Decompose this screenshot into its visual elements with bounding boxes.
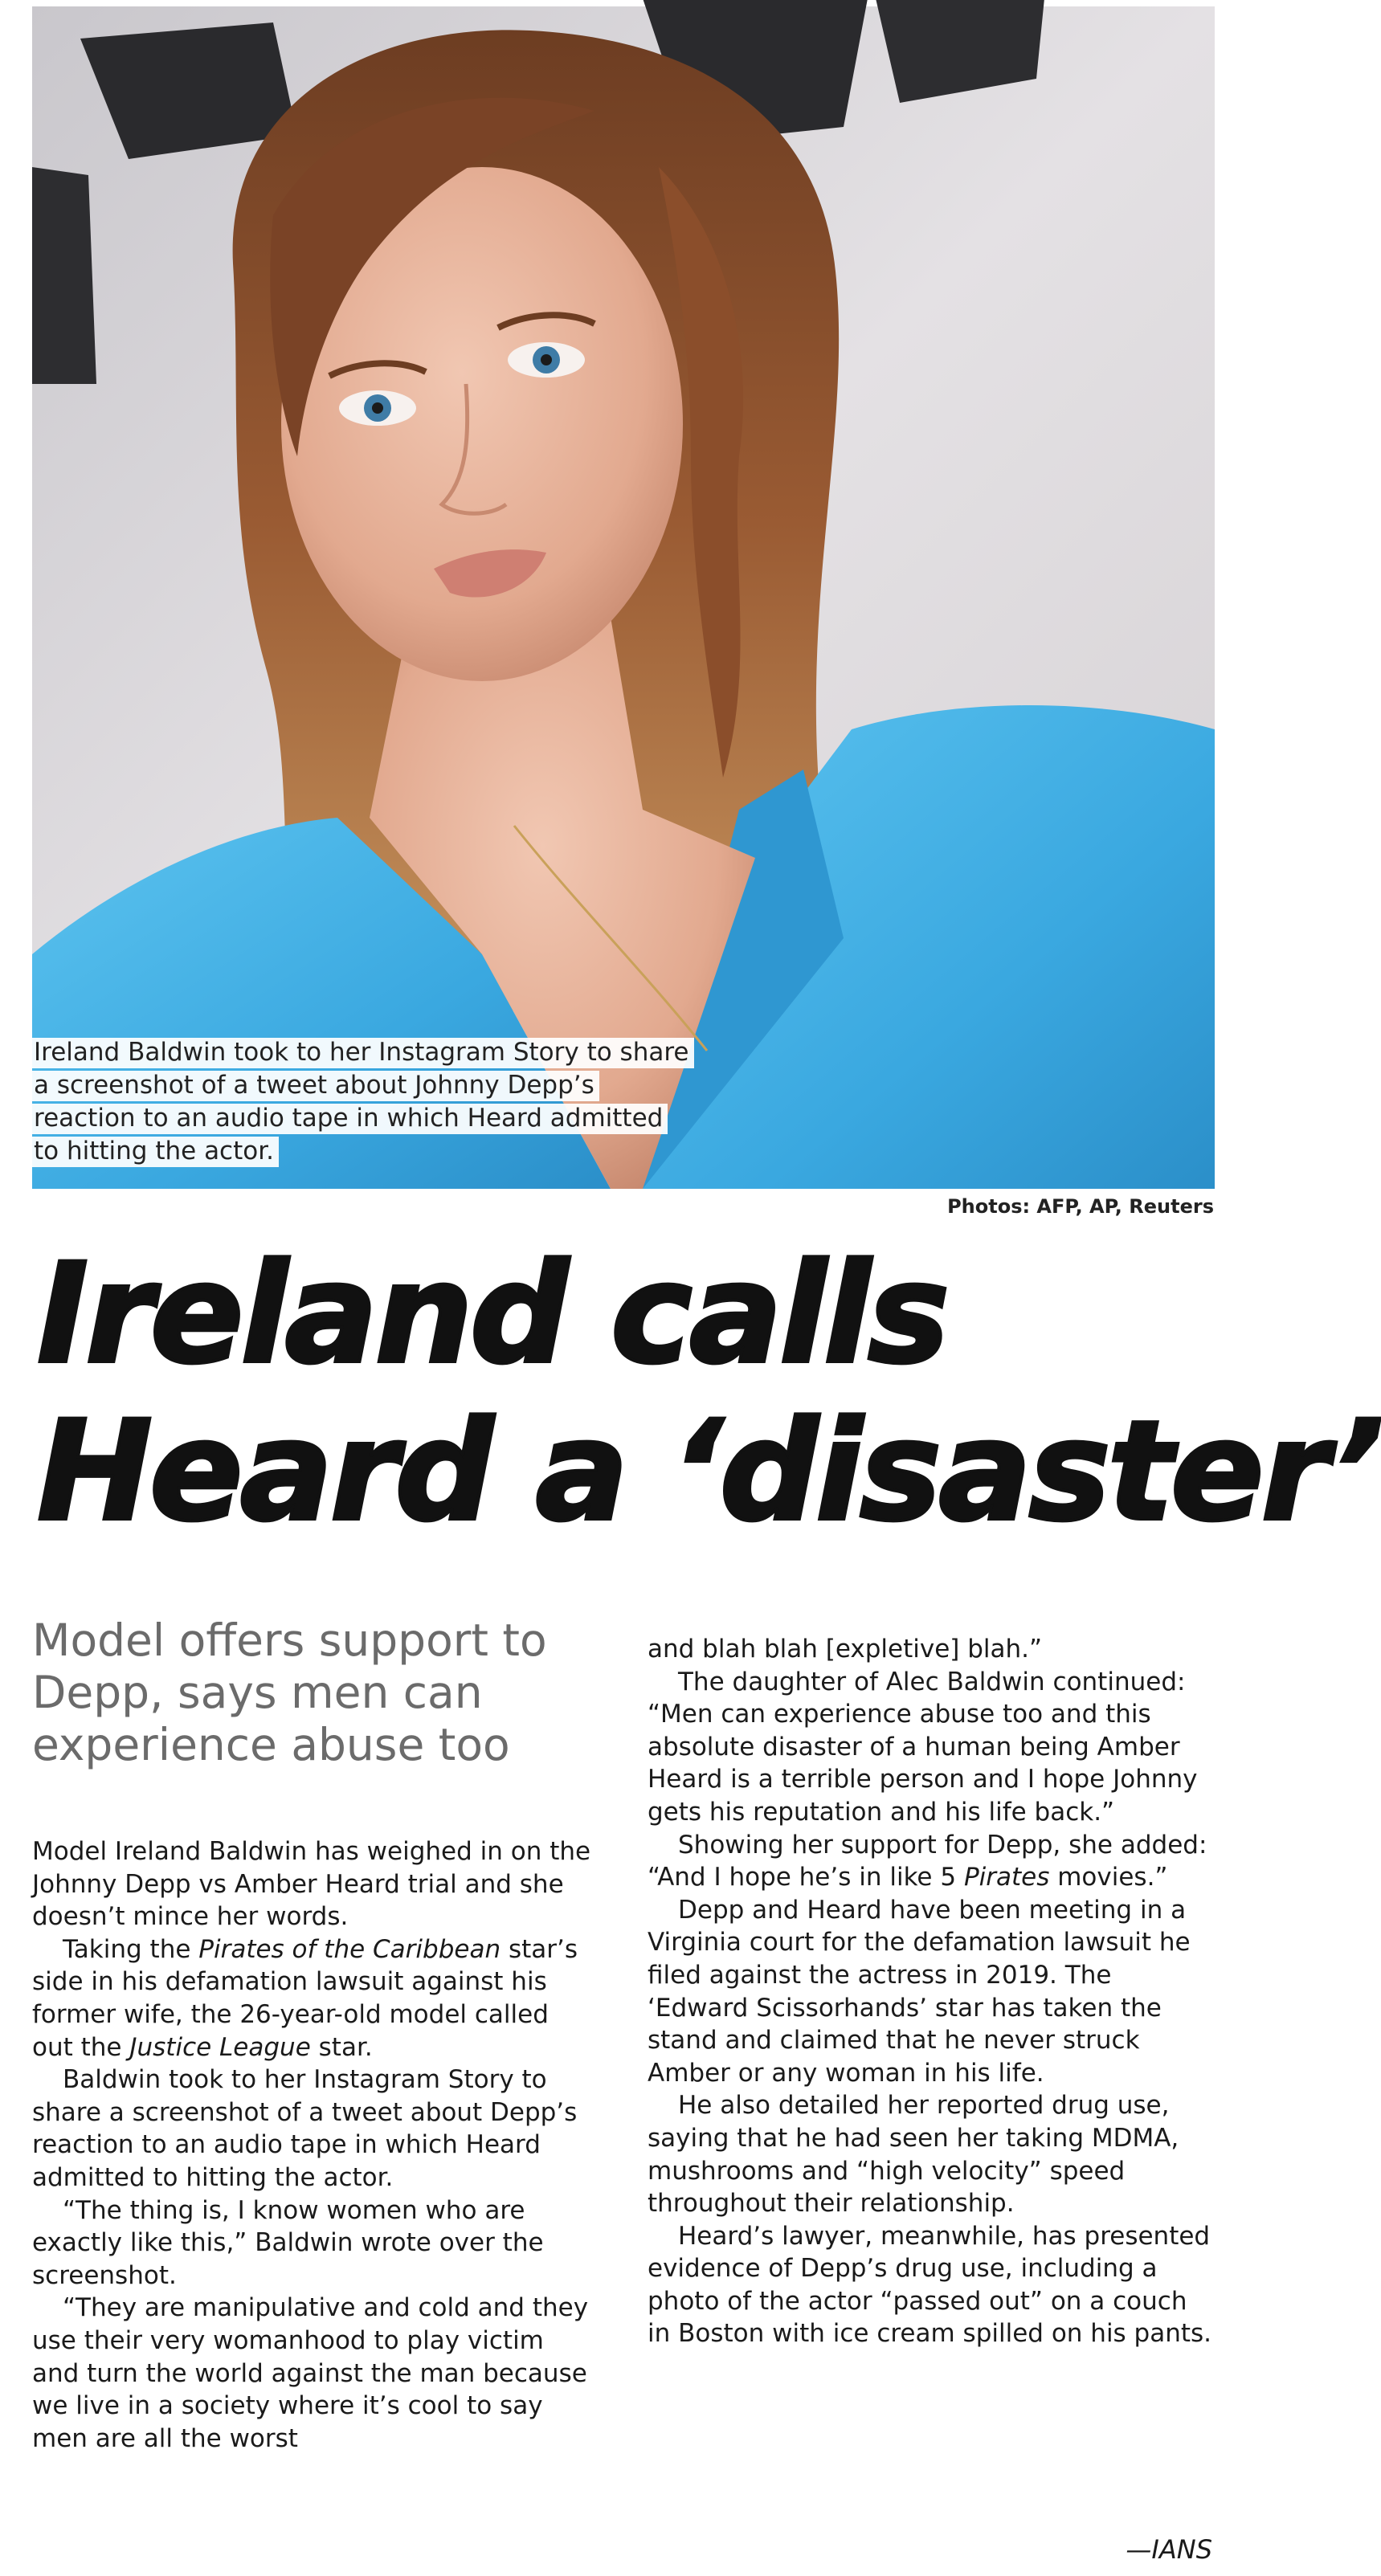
headline-line-1: Ireland calls <box>37 1233 947 1394</box>
paragraph-text: He also detailed her reported drug use, saying that he had seen her taking MDMA, mushrooms and “high velocity” speed throughout their relationship. <box>648 2091 1179 2219</box>
article-paragraph <box>648 1633 1215 1666</box>
paragraph-text: Heard’s lawyer, meanwhile, has presented evidence of Depp’s drug use, including a photo of the actor “passed out” on a couch in Boston with ice cream spilled on his pants. <box>648 2221 1212 2349</box>
paragraph-text: star. <box>310 2032 373 2062</box>
headline <box>37 1233 1381 1552</box>
photo-credit: Photos: AFP, AP, Reuters <box>947 1195 1214 1218</box>
paragraph-text: star’s side in his defamation lawsuit against his former wife, the 26-year-old model called out the <box>32 1934 578 2062</box>
paragraph-text: Showing her support for Depp, she added: “And I hope he’s in like 5 <box>648 1830 1207 1892</box>
article-paragraph <box>32 2194 594 2292</box>
paragraph-text: The daughter of Alec Baldwin continued: “Men can experience abuse too and this absolute disaster of a human being Amber Heard is a terrible person and I hope Johnny gets his reputation and his life back.” <box>648 1667 1198 1827</box>
article-photo <box>32 6 1215 1189</box>
byline: —IANS <box>1126 2534 1212 2565</box>
paragraph-text: Baldwin took to her Instagram Story to share a screenshot of a tweet about Depp’s reaction to an audio tape in which Heard admitted to hitting the actor. <box>32 2065 578 2192</box>
photo-caption <box>32 1036 691 1168</box>
article-paragraph <box>648 2089 1215 2219</box>
paragraph-text: Depp and Heard have been meeting in a Virginia court for the defamation lawsuit he filed against the actress in 2019. The ‘Edward Scissorhands’ star has taken the stand and claimed that he never struck Amber or any woman in his life. <box>648 1895 1191 2088</box>
paragraph-text: and blah blah [expletive] blah.” <box>648 1635 1043 1664</box>
article-paragraph <box>648 2220 1215 2350</box>
paragraph-text: “The thing is, I know women who are exactly like this,” Baldwin wrote over the screenshot. <box>32 2195 544 2290</box>
italic-text: Pirates <box>963 1863 1050 1892</box>
article-column-left <box>32 1835 594 2455</box>
article-paragraph <box>648 1829 1215 1894</box>
photo-caption-text: Ireland Baldwin took to her Instagram Story to share a screenshot of a tweet about Johnny Depp’s reaction to an audio tape in which Heard admitted to hitting the actor. <box>32 1038 694 1167</box>
article-paragraph <box>32 1835 594 1933</box>
article-paragraph <box>32 1933 594 2064</box>
article-paragraph <box>32 2064 594 2194</box>
paragraph-text: movies.” <box>1049 1863 1168 1892</box>
subheadline: Model offers support to Depp, says men can experience abuse too <box>32 1615 547 1770</box>
italic-text: Pirates of the Caribbean <box>198 1934 501 1964</box>
paragraph-text: Taking the <box>63 1934 199 1964</box>
article-paragraph <box>648 1666 1215 1829</box>
headline-line-2: Heard a ‘disaster’ <box>37 1390 1381 1552</box>
italic-text: Justice League <box>129 2032 311 2062</box>
article-paragraph <box>32 2292 594 2455</box>
paragraph-text: “They are manipulative and cold and they use their very womanhood to play victim and turn the world against the man because we live in a society where it’s cool to say men are all the worst <box>32 2293 589 2453</box>
article-paragraph <box>648 1894 1215 2090</box>
article-column-right <box>648 1633 1215 2350</box>
paragraph-text: Model Ireland Baldwin has weighed in on the Johnny Depp vs Amber Heard trial and she doesn’t mince her words. <box>32 1837 591 1932</box>
portrait-illustration <box>32 6 1215 1189</box>
